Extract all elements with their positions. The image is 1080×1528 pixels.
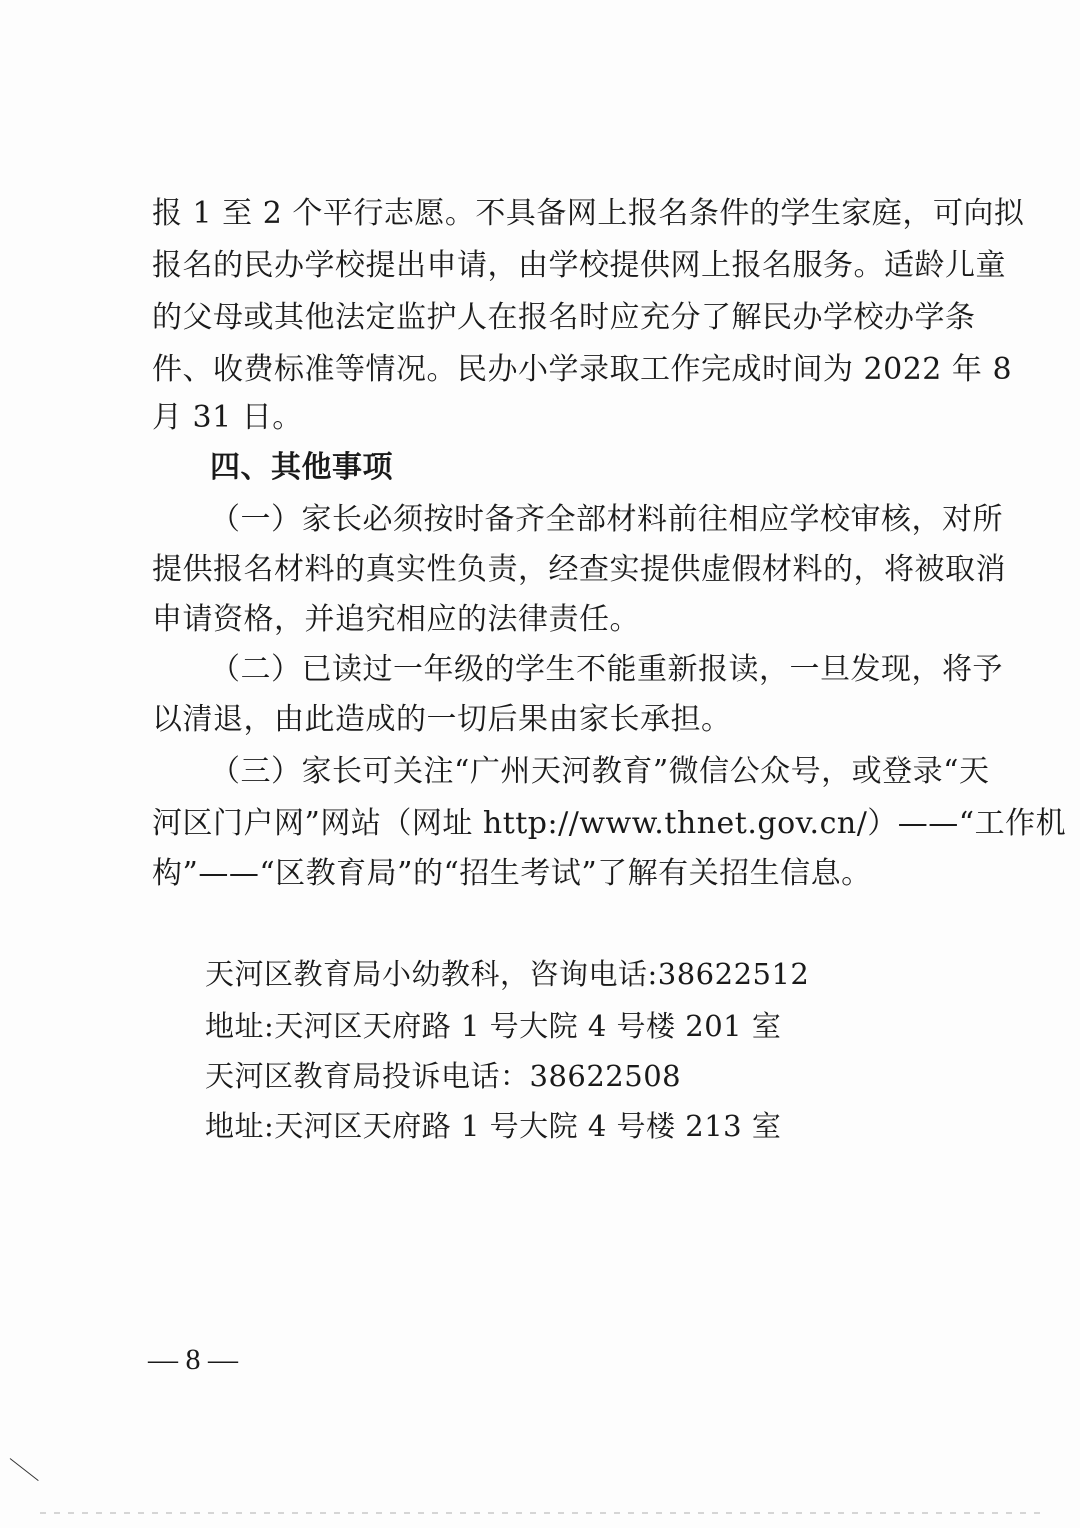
contact-address-line: 地址:天河区天府路 1 号大院 4 号楼 201 室 — [205, 1009, 782, 1043]
body-text-line: 报名的民办学校提出申请，由学校提供网上报名服务。适龄儿童 — [152, 248, 1006, 283]
item1-text-line: （一）家长必须按时备齐全部材料前往相应学校审核，对所 — [210, 502, 1003, 537]
item3-text-line: 构”——“区教育局”的“招生考试”了解有关招生信息。 — [152, 856, 872, 891]
item2-text-line: 以清退，由此造成的一切后果由家长承担。 — [152, 702, 732, 737]
body-text-line: 的父母或其他法定监护人在报名时应充分了解民办学校办学条 — [152, 300, 976, 335]
scan-edge-noise — [40, 1512, 1040, 1514]
contact-phone-line: 天河区教育局小幼教科，咨询电话:38622512 — [205, 957, 810, 991]
body-text-line: 报 1 至 2 个平行志愿。不具备网上报名条件的学生家庭，可向拟 — [152, 196, 1025, 231]
section-heading: 四、其他事项 — [210, 450, 393, 485]
body-text-line: 件、收费标准等情况。民办小学录取工作完成时间为 2022 年 8 — [152, 352, 1013, 387]
item1-text-line: 申请资格，并追究相应的法律责任。 — [152, 602, 640, 637]
body-text-line: 月 31 日。 — [152, 400, 303, 435]
item3-text-line: 河区门户网”网站（网址 http://www.thnet.gov.cn/）——“工作机 — [152, 806, 1067, 841]
item2-text-line: （二）已读过一年级的学生不能重新报读，一旦发现，将予 — [210, 652, 1003, 687]
item3-text-line: （三）家长可关注“广州天河教育”微信公众号，或登录“天 — [210, 754, 990, 789]
complaint-address-line: 地址:天河区天府路 1 号大院 4 号楼 213 室 — [205, 1109, 782, 1143]
complaint-phone-line: 天河区教育局投诉电话：38622508 — [205, 1059, 682, 1093]
scan-artifact — [10, 1458, 39, 1481]
page-number: — 8 — — [148, 1343, 238, 1376]
item1-text-line: 提供报名材料的真实性负责，经查实提供虚假材料的，将被取消 — [152, 552, 1006, 587]
